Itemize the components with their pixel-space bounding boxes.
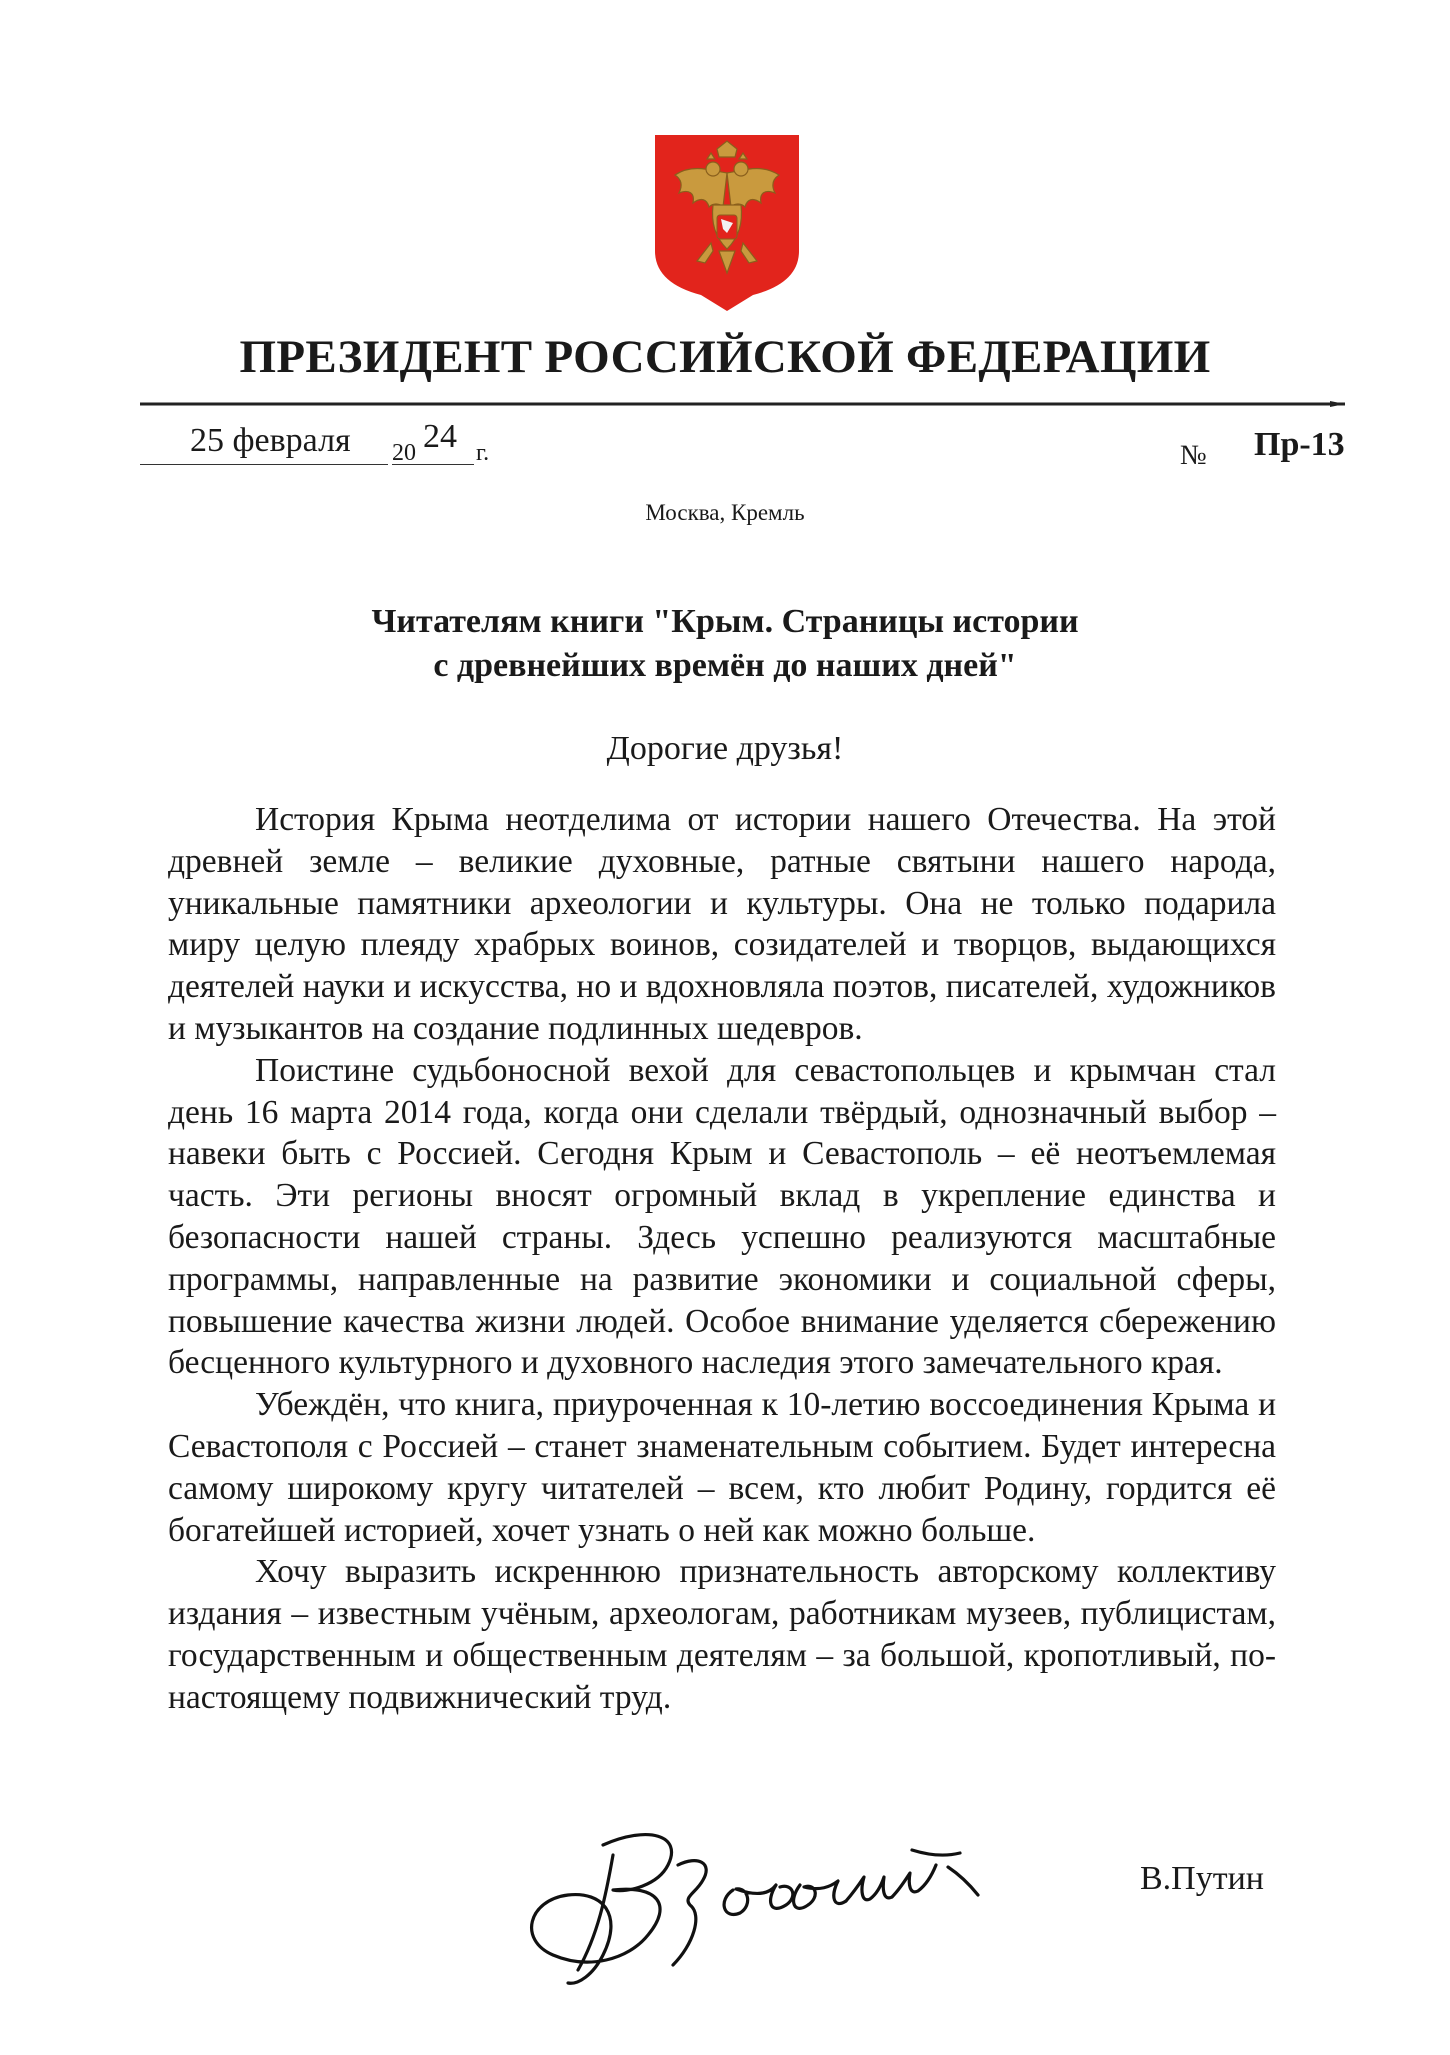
header-rule bbox=[140, 398, 1345, 408]
russian-coat-of-arms-icon bbox=[653, 133, 801, 311]
handwritten-signature-icon bbox=[508, 1805, 1028, 1995]
greeting: Дорогие друзья! bbox=[606, 730, 844, 767]
body-paragraph: Хочу выразить искреннюю признательность авторскому коллективу издания – известным учёным, археологам, работникам музеев, публицистам, государственным и общественным деятелям – за большой, кропотливый, по-настоящему подвижнический труд. bbox=[168, 1553, 1276, 1716]
body-paragraph: Убеждён, что книга, приуроченная к 10-летию воссоединения Крыма и Севастополя с Россией – станет знаменательным событием. Будет интересна самому широкому кругу читателей – всем, кто любит Родину, гордится её богатейшей историей, хочет узнать о ней как можно больше. bbox=[168, 1386, 1276, 1549]
letter-title bbox=[0, 600, 1450, 688]
issuer-heading: ПРЕЗИДЕНТ РОССИЙСКОЙ ФЕДЕРАЦИИ bbox=[239, 331, 1211, 383]
number-sign: № bbox=[1180, 440, 1207, 471]
date-year: 24 bbox=[423, 418, 457, 455]
letter-title-line: с древнейших времён до наших дней" bbox=[433, 647, 1017, 684]
body-paragraph: История Крыма неотделима от истории нашего Отечества. На этой древней земле – великие духовные, ратные святыни нашего народа, уникальные памятники археологии и культуры. Она не только подарила миру целую плеяду храбрых воинов, созидателей и творцов, выдающихся деятелей науки и искусства, но и вдохновляла поэтов, писателей, художников и музыкантов на создание подлинных шедевров. bbox=[168, 801, 1276, 1047]
signer-name: В.Путин bbox=[1140, 1860, 1264, 1897]
date-day: 25 февраля bbox=[190, 422, 351, 459]
date-suffix: г. bbox=[476, 440, 490, 466]
date-century: 20 bbox=[392, 440, 416, 466]
document-date bbox=[140, 418, 500, 470]
body-paragraph: Поистине судьбоносной вехой для севастопольцев и крымчан стал день 16 марта 2014 года, когда они сделали твёрдый, однозначный выбор – навеки быть с Россией. Сегодня Крым и Севастополь – её неотъемлемая часть. Эти регионы вносят огромный вклад в укрепление единства и безопасности нашей страны. Здесь успешно реализуются масштабные программы, направленные на развитие экономики и социальной сферы, повышение качества жизни людей. Особое внимание уделяется сбережению бесценного культурного и духовного наследия этого замечательного края. bbox=[168, 1051, 1276, 1382]
letter-title-line: Читателям книги "Крым. Страницы истории bbox=[371, 603, 1079, 640]
letter-body bbox=[168, 799, 1276, 1719]
document-number bbox=[1180, 426, 1350, 471]
number-value: Пр-13 bbox=[1254, 426, 1345, 463]
place-of-issue: Москва, Кремль bbox=[645, 500, 805, 525]
